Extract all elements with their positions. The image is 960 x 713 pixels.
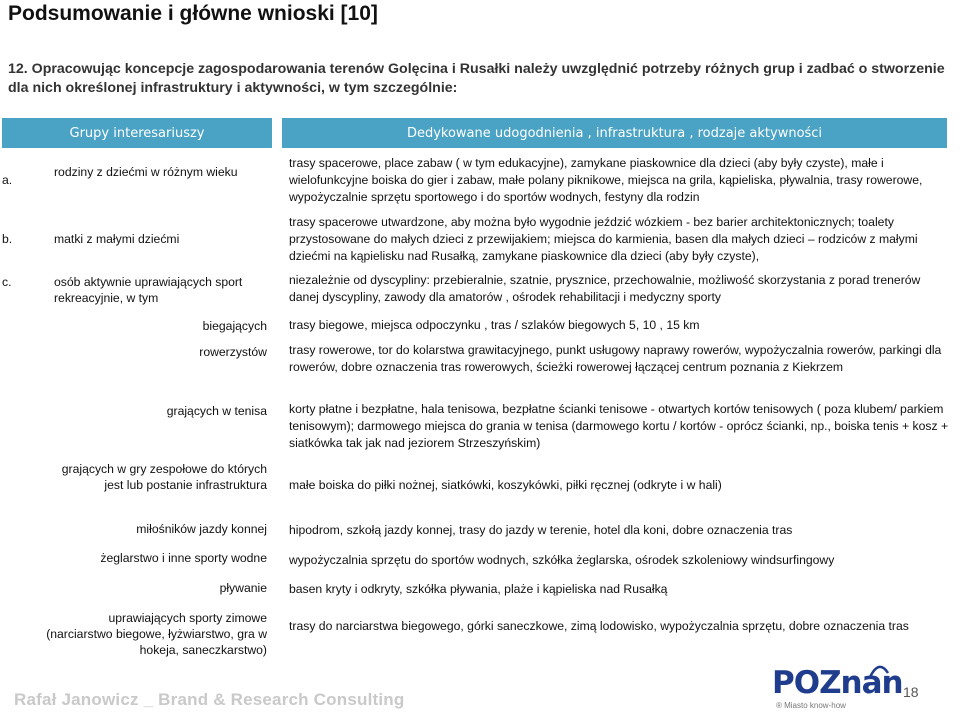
group-letter: b. [2, 232, 13, 246]
group-a-desc: trasy spacerowe, place zabaw ( w tym edukacyjne), zamykane piaskownice dla dzieci (aby były czyste), małe i wielofunkcyjne boiska do gier i zabaw, małe polany piknikowe, miejsca na grila, kąpieliska, pływalnia, trasy rowerowe, wypożyczalnie sprzętu sportowego i do sportów wodnych, festyny dla rodzin [289, 156, 923, 204]
header-amenities-label: Dedykowane udogodnienia , infrastruktura , rodzaje aktywności [406, 125, 823, 141]
subgroup-label: miłośników jazdy konnej [136, 522, 267, 536]
footer-brand: Rafał Janowicz _ Brand & Research Consulting [14, 690, 405, 709]
group-label: osób aktywnie uprawiających sport rekreacyjnie, w tym [54, 275, 243, 305]
header-groups [2, 118, 272, 148]
logo-arc-icon [868, 663, 890, 681]
subgroup-label: uprawiających sporty zimowe (narciarstwo biegowe, łyżwiarstwo, gra w hokeja, saneczkarstwo) [46, 611, 267, 657]
header-groups-label: Grupy interesariuszy [69, 125, 205, 141]
subgroup-desc: małe boiska do piłki nożnej, siatkówki, koszykówki, piłki ręcznej (odkryte i w hali) [289, 478, 722, 492]
group-letter: a. [2, 173, 13, 187]
group-a [2, 164, 252, 187]
group-c [2, 274, 252, 306]
group-b [2, 231, 252, 247]
subgroup-label: pływanie [219, 581, 267, 595]
group-label: rodziny z dziećmi w różnym wieku [54, 165, 238, 179]
subgroup-desc: hipodrom, szkołą jazdy konnej, trasy do jazdy w terenie, hotel dla koni, dobre oznaczenia tras [289, 523, 793, 537]
subgroup-label: żeglarstwo i inne sporty wodne [100, 551, 267, 565]
subgroup-label: biegających [202, 319, 267, 333]
header-amenities [282, 118, 947, 148]
page-title: Podsumowanie i główne wnioski [10] [8, 2, 378, 25]
group-letter: c. [2, 275, 12, 289]
group-c-desc: niezależnie od dyscypliny: przebieralnie, szatnie, prysznice, przechowalnie, możliwość skorzystania z porad trenerów danej dyscypliny, zawody dla amatorów , ośrodek rehabilitacji i medyczny sporty [289, 273, 921, 304]
subgroup-desc: trasy rowerowe, tor do kolarstwa grawitacyjnego, punkt usługowy naprawy rowerów, wypożyczalnia rowerów, parkingi dla rowerów, dobre oznaczenia tras rowerowych, ścieżki rowerowej łączącej centrum poznania z Kiekrzem [289, 343, 942, 374]
subgroup-label: grających w tenisa [166, 404, 267, 418]
subgroup-label: rowerzystów [199, 345, 267, 359]
subgroup-desc: korty płatne i bezpłatne, hala tenisowa, bezpłatne ścianki tenisowe - otwartych kortów tenisowych ( poza klubem/ parkiem tenisowym); darmowego miejsca do grania w tenisa (darmowego kortu / kortów - oprócz ścianki, np., boiska tenis + kosz + siatkówka tak jak nad jeziorem Strzeszyńskim) [289, 402, 949, 450]
logo-tagline: ® Miasto know-how [776, 701, 846, 710]
subgroup-desc: trasy do narciarstwa biegowego, górki saneczkowe, zimą lodowisko, wypożyczalnia sprzętu, dobre oznaczenia tras [289, 619, 909, 633]
logo-wordmark: POZnan [772, 665, 903, 701]
intro-paragraph: 12. Opracowując koncepcje zagospodarowania terenów Golęcina i Rusałki należy uwzględnić potrzeby różnych grup i zadbać o stworzenie dla nich określonej infrastruktury i aktywności, w tym szczególnie: [8, 61, 945, 96]
poznan-logo [772, 665, 903, 711]
group-label: matki z małymi dziećmi [54, 232, 180, 246]
group-b-desc: trasy spacerowe utwardzone, aby można było wygodnie jeździć wózkiem - bez barier architektonicznych; toalety przystosowane do małych dzieci z przewijakiem; miejsca do karmienia, basen dla małych dzieci – rodziców z małymi dziećmi na kąpielisku nad Rusałką, zamykane piaskownice dla dzieci (aby były czyste), [289, 215, 918, 263]
subgroup-label: grających w gry zespołowe do których jest lub postanie infrastruktura [61, 462, 267, 492]
page-number: 18 [903, 684, 919, 700]
subgroup-desc: basen kryty i odkryty, szkółka pływania, plaże i kąpieliska nad Rusałką [289, 582, 668, 596]
subgroup-desc: wypożyczalnia sprzętu do sportów wodnych, szkółka żeglarska, ośrodek szkoleniowy windsurfingowy [289, 553, 835, 567]
subgroup-desc: trasy biegowe, miejsca odpoczynku , tras / szlaków biegowych 5, 10 , 15 km [289, 318, 700, 332]
